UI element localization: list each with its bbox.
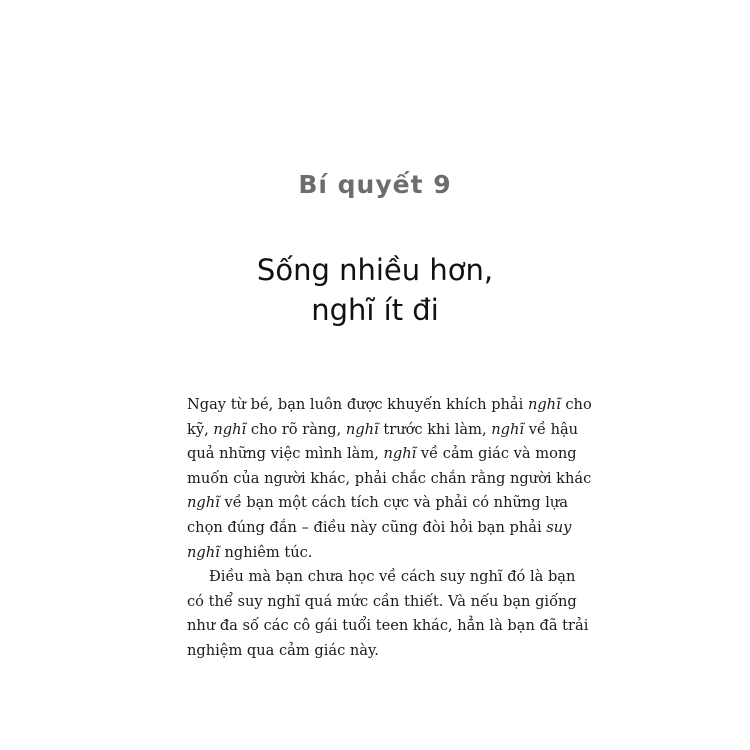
text-run: về hậu (524, 420, 579, 438)
emphasis-run: nghĩ (491, 420, 525, 438)
text-run: về bạn một cách tích cực và phải có những lựa (219, 494, 569, 512)
text-run: kỹ, (187, 420, 214, 438)
text-run: về cảm giác và mong (416, 445, 577, 463)
text-line: Điều mà bạn chưa học về cách suy nghĩ đó là bạn (209, 568, 576, 586)
text-run: quả những việc mình làm, (187, 445, 384, 463)
text-run: chọn đúng đắn – điều này cũng đòi hỏi bạn phải (187, 518, 547, 536)
text-line (187, 491, 567, 516)
text-run: trước khi làm, (378, 420, 492, 438)
text-line (187, 541, 567, 566)
text-line (187, 516, 572, 541)
text-line (187, 393, 592, 418)
emphasis-run: suy (546, 518, 572, 536)
emphasis-run: nghĩ (345, 420, 379, 438)
chapter-title-line-2: nghĩ ít đi (311, 293, 439, 327)
text-line: muốn của người khác, phải chắc chắn rằng người khác (187, 469, 592, 487)
text-line: nghiệm qua cảm giác này. (187, 641, 379, 659)
paragraph-2 (187, 565, 589, 663)
text-run: cho (560, 396, 592, 413)
emphasis-run: nghĩ (213, 420, 247, 438)
text-line: như đa số các cô gái tuổi teen khác, hẳn là bạn đã trải (187, 617, 589, 635)
text-line (187, 442, 577, 467)
emphasis-run: nghĩ (383, 445, 417, 463)
body-text (187, 393, 592, 664)
paragraph-1 (187, 393, 592, 565)
emphasis-run: nghĩ (187, 543, 220, 561)
chapter-label: Bí quyết 9 (298, 170, 452, 199)
text-run: Ngay từ bé, bạn luôn được khuyến khích phải (187, 396, 528, 413)
text-line: có thể suy nghĩ quá mức cần thiết. Và nếu bạn giống (187, 592, 577, 610)
chapter-title-line-1: Sống nhiều hơn, (256, 253, 494, 287)
text-line (187, 418, 579, 443)
text-run: nghiêm túc. (219, 543, 313, 561)
text-run: cho rõ ràng, (246, 420, 346, 438)
emphasis-run: nghĩ (187, 494, 220, 512)
chapter-title (0, 250, 750, 330)
emphasis-run: nghĩ (527, 396, 561, 413)
